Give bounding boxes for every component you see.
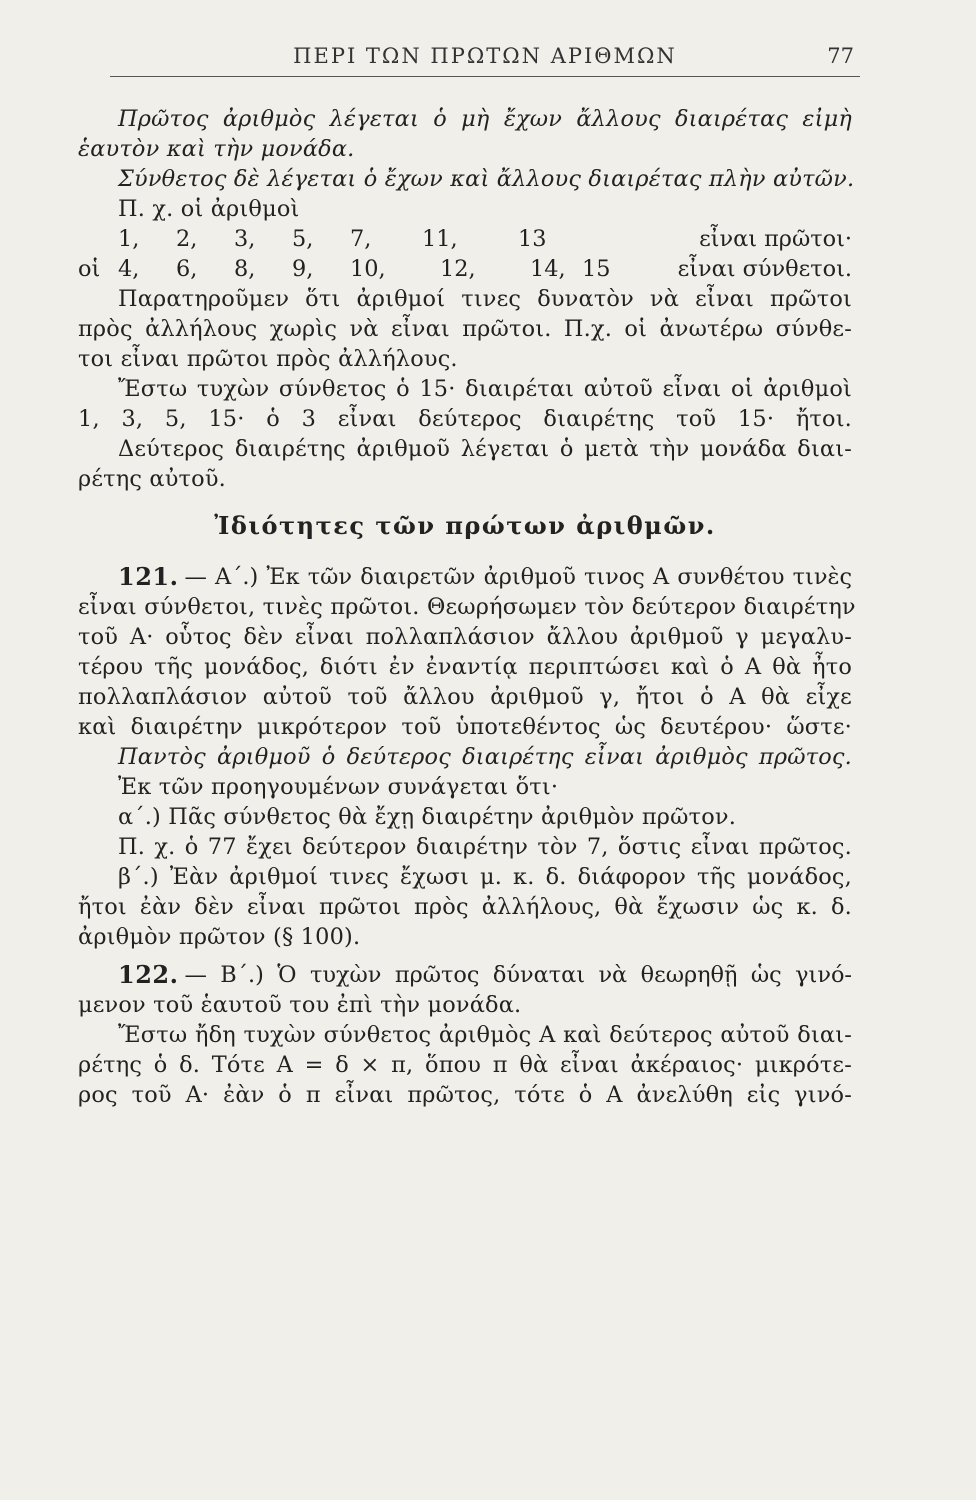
example-number: 4, <box>118 256 140 282</box>
composites-label: εἶναι σύνθετοι. <box>677 256 852 282</box>
example-number: 13 <box>518 226 547 252</box>
page-body <box>78 104 856 1110</box>
paragraph-line: Δεύτερος διαιρέτης ἀριθμοῦ λέγεται ὁ μετὰ τὴν μονάδα διαι- <box>118 436 852 462</box>
example-number: 3, <box>234 226 256 252</box>
example-number: 14, <box>530 256 566 282</box>
example-number: 12, <box>440 256 476 282</box>
paragraph-line: Ἔστω ἤδη τυχὼν σύνθετος ἀριθμὸς Α καὶ δεύτερος αὐτοῦ διαι- <box>118 1022 852 1048</box>
paragraph-line: τοι εἶναι πρῶτοι πρὸς ἀλλήλους. <box>78 346 458 372</box>
paragraph-line: ρέτης ὁ δ. Τότε Α = δ × π, ὅπου π θὰ εἶναι ἀκέραιος· μικρότε- <box>78 1052 852 1078</box>
corollary-b-line: ἀριθμὸν πρῶτον (§ 100). <box>78 924 361 950</box>
primes-example-row <box>78 224 852 254</box>
corollary-b-line: ἤτοι ἐὰν δὲν εἶναι πρῶτοι πρὸς ἀλλήλους, θὰ ἔχωσιν ὡς κ. δ. <box>78 894 852 920</box>
paragraph-line: τέρου τῆς μονάδος, διότι ἐν ἐναντίᾳ περιπτώσει καὶ ὁ Α θὰ ἦτο <box>78 654 852 680</box>
corollary-a-example: Π. χ. ὁ 77 ἔχει δεύτερον διαιρέτην τὸν 7, ὅστις εἶναι πρῶτος. <box>118 834 852 860</box>
corollary-a: α΄.) Πᾶς σύνθετος θὰ ἔχῃ διαιρέτην ἀριθμὸν πρῶτον. <box>118 804 737 830</box>
examples-intro: Π. χ. οἱ ἀριθμοὶ <box>118 196 300 222</box>
paragraph-line: — Β΄.) Ὁ τυχὼν πρῶτος δύναται νὰ θεωρηθῇ ὡς γινό- <box>184 962 852 988</box>
theorem-statement: Παντὸς ἀριθμοῦ ὁ δεύτερος διαιρέτης εἶναι ἀριθμὸς πρῶτος. <box>118 744 852 770</box>
paragraph-line: καὶ διαιρέτην μικρότερον τοῦ ὑποτεθέντος ὡς δευτέρου· ὥστε· <box>78 714 852 740</box>
composites-example-row <box>78 254 852 284</box>
example-number: 8, <box>234 256 256 282</box>
article-number: 121. <box>118 562 179 591</box>
example-number: 6, <box>176 256 198 282</box>
example-number: 15 <box>582 256 611 282</box>
paragraph-line: ρέτης αὐτοῦ. <box>78 466 226 492</box>
page-header <box>110 42 860 77</box>
paragraph-line: πολλαπλάσιον αὐτοῦ τοῦ ἄλλου ἀριθμοῦ γ, ἤτοι ὁ Α θὰ εἶχε <box>78 684 852 710</box>
paragraph-line: 1, 3, 5, 15· ὁ 3 εἶναι δεύτερος διαιρέτης τοῦ 15· ἤτοι. <box>78 406 852 432</box>
paragraph-line: πρὸς ἀλλήλους χωρὶς νὰ εἶναι πρῶτοι. Π.χ. οἱ ἀνωτέρω σύνθε- <box>78 316 852 342</box>
article-121-first-line <box>78 562 852 592</box>
corollary-b-line: β΄.) Ἐὰν ἀριθμοί τινες ἔχωσι μ. κ. δ. διάφορον τῆς μονάδος, <box>118 864 852 890</box>
article-number: 122. <box>118 960 179 989</box>
paragraph-line: — Α΄.) Ἐκ τῶν διαιρετῶν ἀριθμοῦ τινος Α συνθέτου τινὲς <box>184 564 852 590</box>
paragraph-line: Ἔστω τυχὼν σύνθετος ὁ 15· διαιρέται αὐτοῦ εἶναι οἱ ἀριθμοὶ <box>118 376 852 402</box>
example-number: 1, <box>118 226 140 252</box>
example-number: 7, <box>350 226 372 252</box>
paragraph-line: Παρατηροῦμεν ὅτι ἀριθμοί τινες δυνατὸν νὰ εἶναι πρῶτοι <box>118 286 852 312</box>
example-number: 5, <box>292 226 314 252</box>
composites-prefix: οἱ <box>78 256 101 282</box>
section-heading: Ἰδιότητες τῶν πρώτων ἀριθμῶν. <box>214 511 716 540</box>
example-number: 9, <box>292 256 314 282</box>
consequence-intro: Ἐκ τῶν προηγουμένων συνάγεται ὅτι· <box>118 774 559 800</box>
page-number: 77 <box>827 44 854 68</box>
example-number: 10, <box>350 256 386 282</box>
primes-label: εἶναι πρῶτοι· <box>699 226 852 252</box>
paragraph-line: μενον τοῦ ἑαυτοῦ του ἐπὶ τὴν μονάδα. <box>78 992 522 1018</box>
paragraph-line: τοῦ Α· οὗτος δὲν εἶναι πολλαπλάσιον ἄλλου ἀριθμοῦ γ μεγαλυ- <box>78 624 852 650</box>
article-122-first-line <box>78 960 852 990</box>
prime-definition-line-1: Πρῶτος ἀριθμὸς λέγεται ὁ μὴ ἔχων ἄλλους διαιρέτας εἰμὴ <box>118 106 852 132</box>
paragraph-line: ρος τοῦ Α· ἐὰν ὁ π εἶναι πρῶτος, τότε ὁ Α ἀνελύθη εἰς γινό- <box>78 1082 852 1108</box>
paragraph-line: εἶναι σύνθετοι, τινὲς πρῶτοι. Θεωρήσωμεν τὸν δεύτερον διαιρέτην <box>78 594 856 620</box>
composite-definition: Σύνθετος δὲ λέγεται ὁ ἔχων καὶ ἄλλους διαιρέτας πλὴν αὐτῶν. <box>118 166 855 192</box>
prime-definition-line-2: ἑαυτὸν καὶ τὴν μονάδα. <box>78 136 355 162</box>
example-number: 2, <box>176 226 198 252</box>
running-head: ΠΕΡΙ ΤΩΝ ΠΡΩΤΩΝ ΑΡΙΘΜΩΝ <box>293 44 677 68</box>
example-number: 11, <box>422 226 458 252</box>
